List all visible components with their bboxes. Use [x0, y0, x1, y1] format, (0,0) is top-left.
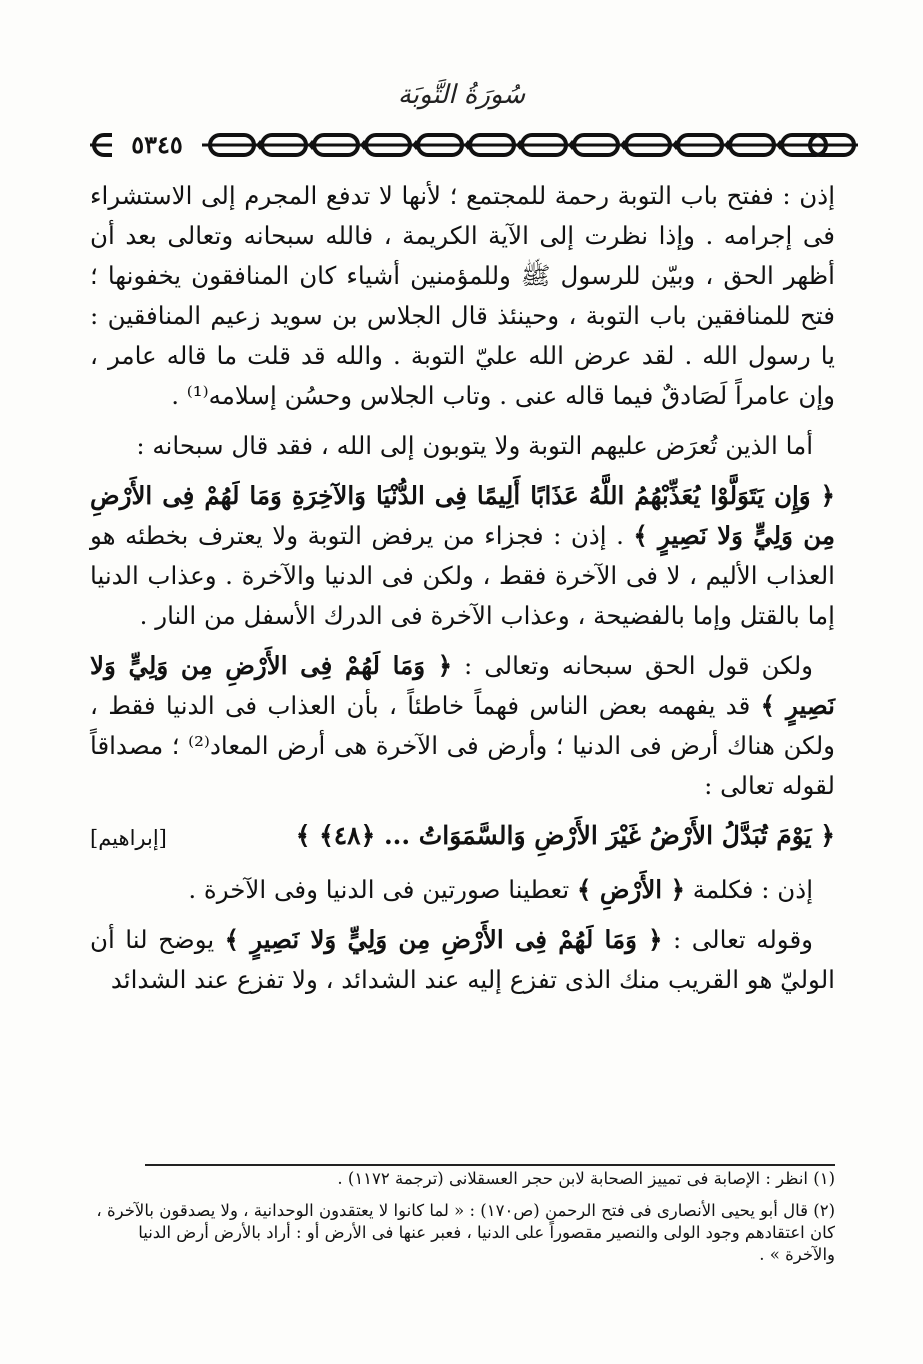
quran-verse-block: ﴿ يَوْمَ تُبَدَّلُ الأَرْضُ غَيْرَ الأَرْضِ وَالسَّمَوَاتُ ... ﴿٤٨﴾ ﴾ — [295, 821, 835, 850]
paragraph-4-intro: ولكن قول الحق سبحانه وتعالى : — [452, 651, 814, 680]
paragraph-5-intro: إذن : فكلمة — [685, 875, 813, 904]
paragraph-6-intro: وقوله تعالى : — [662, 925, 814, 954]
footnote-2: (٢) قال أبو يحيى الأنصارى فى فتح الرحمن (ص١٧٠) : « لما كانوا لا يعتقدون الوحدانية ، ولا يصدقون بالآخرة ، كان اعتقادهم وجود الولى والنصير مقصوراً على الدنيا ، فعبر عنها فى الأرض أو : أراد بالأرض أرض الدنيا والآخرة » . — [96, 1201, 835, 1264]
surah-reference: [إبراهيم] — [90, 826, 167, 850]
paragraph-5 — [90, 870, 835, 910]
paragraph-1: إذن : ففتح باب التوبة رحمة للمجتمع ؛ لأنها لا تدفع المجرم إلى الاستشراء فى إجرامه . وإذا نظرت إلى الآية الكريمة ، فالله سبحانه وتعالى بعد أن أظهر الحق ، وبيّن للرسول ﷺ وللمؤمنين أشياء كان المنافقون يخفونها ؛ فتح للمنافقين باب التوبة ، وحينئذ قال الجلاس بن سويد زعيم المنافقين : يا رسول الله . لقد عرض الله عليّ التوبة . والله قد قلت ما قاله عامر ، وإن عامراً لَصَادقٌ فيما قاله عنى . وتاب الجلاس وحسُن إسلامه⁽¹⁾ . — [90, 181, 835, 410]
main-text — [90, 176, 835, 1010]
paragraph-6 — [90, 920, 835, 1000]
quran-verse: ﴿ وَمَا لَهُمْ فِى الأَرْضِ مِن وَلِيٍّ وَلا نَصِيرٍ ﴾ — [90, 651, 835, 720]
paragraph-4-text: قد يفهمه بعض الناس فهماً خاطئاً ، بأن العذاب فى الدنيا فقط ، ولكن هناك أرض فى الدنيا ؛ وأرض فى الآخرة هى أرض المعاد⁽²⁾ ؛ مصداقاً لقوله تعالى : — [90, 691, 835, 800]
paragraph-4 — [90, 646, 835, 806]
paragraph-2: أما الذين تُعرَض عليهم التوبة ولا يتوبون إلى الله ، فقد قال سبحانه : — [136, 431, 813, 460]
paragraph-5-text: تعطينا صورتين فى الدنيا وفى الآخرة . — [188, 875, 577, 904]
quran-verse: ﴿ وَمَا لَهُمْ فِى الأَرْضِ مِن وَلِيٍّ وَلا نَصِيرٍ ﴾ — [224, 925, 663, 954]
paragraph-3-text: . إذن : فجزاء من يرفض التوبة ولا يعترف بخطئه هو العذاب الأليم ، لا فى الآخرة فقط ، ولكن فى الدنيا والآخرة . وعذاب الدنيا إما بالقتل وإما بالفضيحة ، وعذاب الآخرة فى الدرك الأسفل من النار . — [90, 521, 835, 630]
footnote-divider — [145, 1164, 835, 1166]
paragraph-3 — [90, 476, 835, 636]
verse-block — [90, 816, 835, 862]
quran-word: ﴿ الأَرْضِ ﴾ — [577, 875, 686, 904]
footnote-1: (١) انظر : الإصابة فى تمييز الصحابة لابن حجر العسقلانى (ترجمة ١١٧٢) . — [337, 1169, 835, 1188]
surah-title: سُورَةُ التَّوبَة — [397, 80, 526, 110]
footnotes — [90, 1168, 835, 1276]
paragraph-6-text: يوضح لنا أن الوليّ هو القريب منك الذى تفزع إليه عند الشدائد ، ولا تفزع عند الشدائد — [90, 925, 835, 994]
header-ornament — [90, 128, 858, 162]
page-number: ٥٣٤٥ — [112, 130, 202, 160]
quran-verse: ﴿ وَإِن يَتَوَلَّوْا يُعَذِّبْهُمُ اللَّهُ عَذَابًا أَلِيمًا فِى الدُّنْيَا وَالآخِرَةِ وَمَا لَهُمْ فِى الأَرْضِ مِن وَلِيٍّ وَلا نَصِيرٍ ﴾ — [90, 481, 835, 550]
